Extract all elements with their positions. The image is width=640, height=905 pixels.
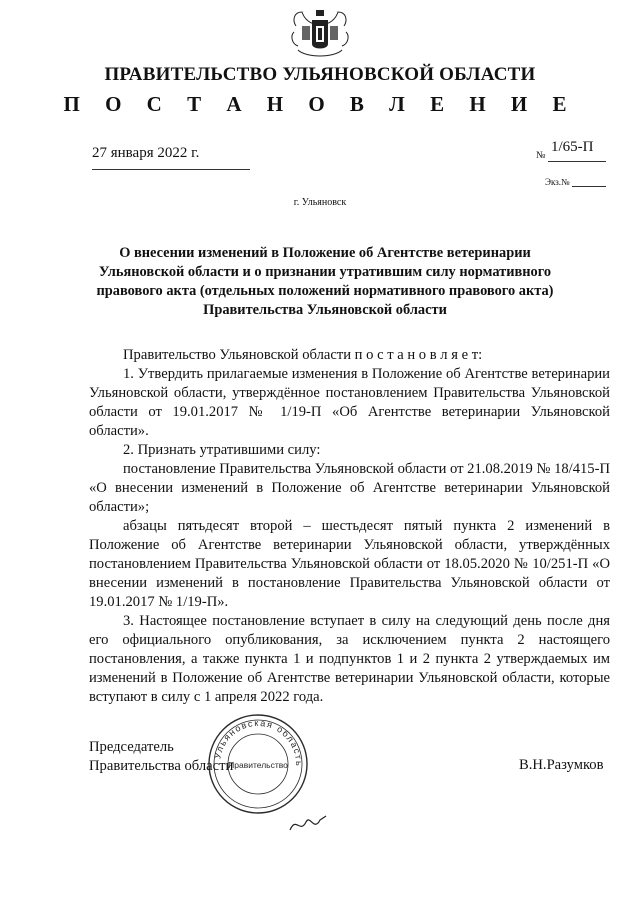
document-type: П О С Т А Н О В Л Е Н И Е [63,92,577,116]
signatory-position-line: Правительства области [89,758,234,774]
body-paragraph: абзацы пятьдесят второй – шестьдесят пятый пункта 2 изменений в Положение об Агентстве ветеринарии Ульяновской области, утверждённых постановлением Правительства Ульяновской области от 18.05.2020 № 10/251-П «О внесении изменений в постановление Правительства Ульяновской области от 19.01.2017 № 1/19-П». [89,518,610,610]
body-paragraph: Правительство Ульяновской области п о с т а н о в л я е т: [123,347,483,363]
signatory-position [89,738,233,776]
body-paragraph: 3. Настоящее постановление вступает в силу на следующий день после дня его официального опубликования, за исключением пункта 2 настоящего постановления, а также пункта 1 и подпунктов 1 и 2 пункта 2 утверждаемых им изменений в Положение об Агентстве ветеринарии Ульяновской области, которые вступают в силу с 1 апреля 2022 года. [89,613,610,705]
body-paragraph: постановление Правительства Ульяновской области от 21.08.2019 № 18/415-П «О внесении изменений в Положение об Агентстве ветеринарии Ульяновской области»; [89,461,611,515]
copy-number-underline [572,186,606,187]
document-number: 1/65-П [551,139,594,155]
signatory-position-line: Председатель [89,739,174,755]
number-underline [548,161,606,162]
signatory-name: В.Н.Разумков [519,757,604,773]
document-body [89,346,610,707]
city: г. Ульяновск [293,197,347,208]
handwritten-signature-icon [288,812,328,836]
stamp-outer-text: Ульяновская область [212,717,305,768]
date-underline [92,169,250,170]
coat-of-arms-icon [288,6,352,62]
government-title: ПРАВИТЕЛЬСТВО УЛЬЯНОВСКОЙ ОБЛАСТИ [104,64,536,85]
stamp-inner-text: Правительство [228,760,288,770]
copy-number-label: Экз.№ [545,177,570,187]
body-paragraph: 2. Признать утратившими силу: [123,442,321,458]
document-heading: О внесении изменений в Положение об Агентстве ветеринарии Ульяновской области и о признании утратившим силу нормативного правового акта (отдельных положений нормативного правового акта) Правительства Ульяновской области [96,245,554,318]
document-date: 27 января 2022 г. [92,145,200,161]
number-label: № [536,150,546,161]
body-paragraph: 1. Утвердить прилагаемые изменения в Положение об Агентстве ветеринарии Ульяновской области, утверждённое постановлением Правительства Ульяновской области от 19.01.2017 № 1/19-П «Об Агентстве ветеринарии Ульяновской области». [89,366,610,439]
